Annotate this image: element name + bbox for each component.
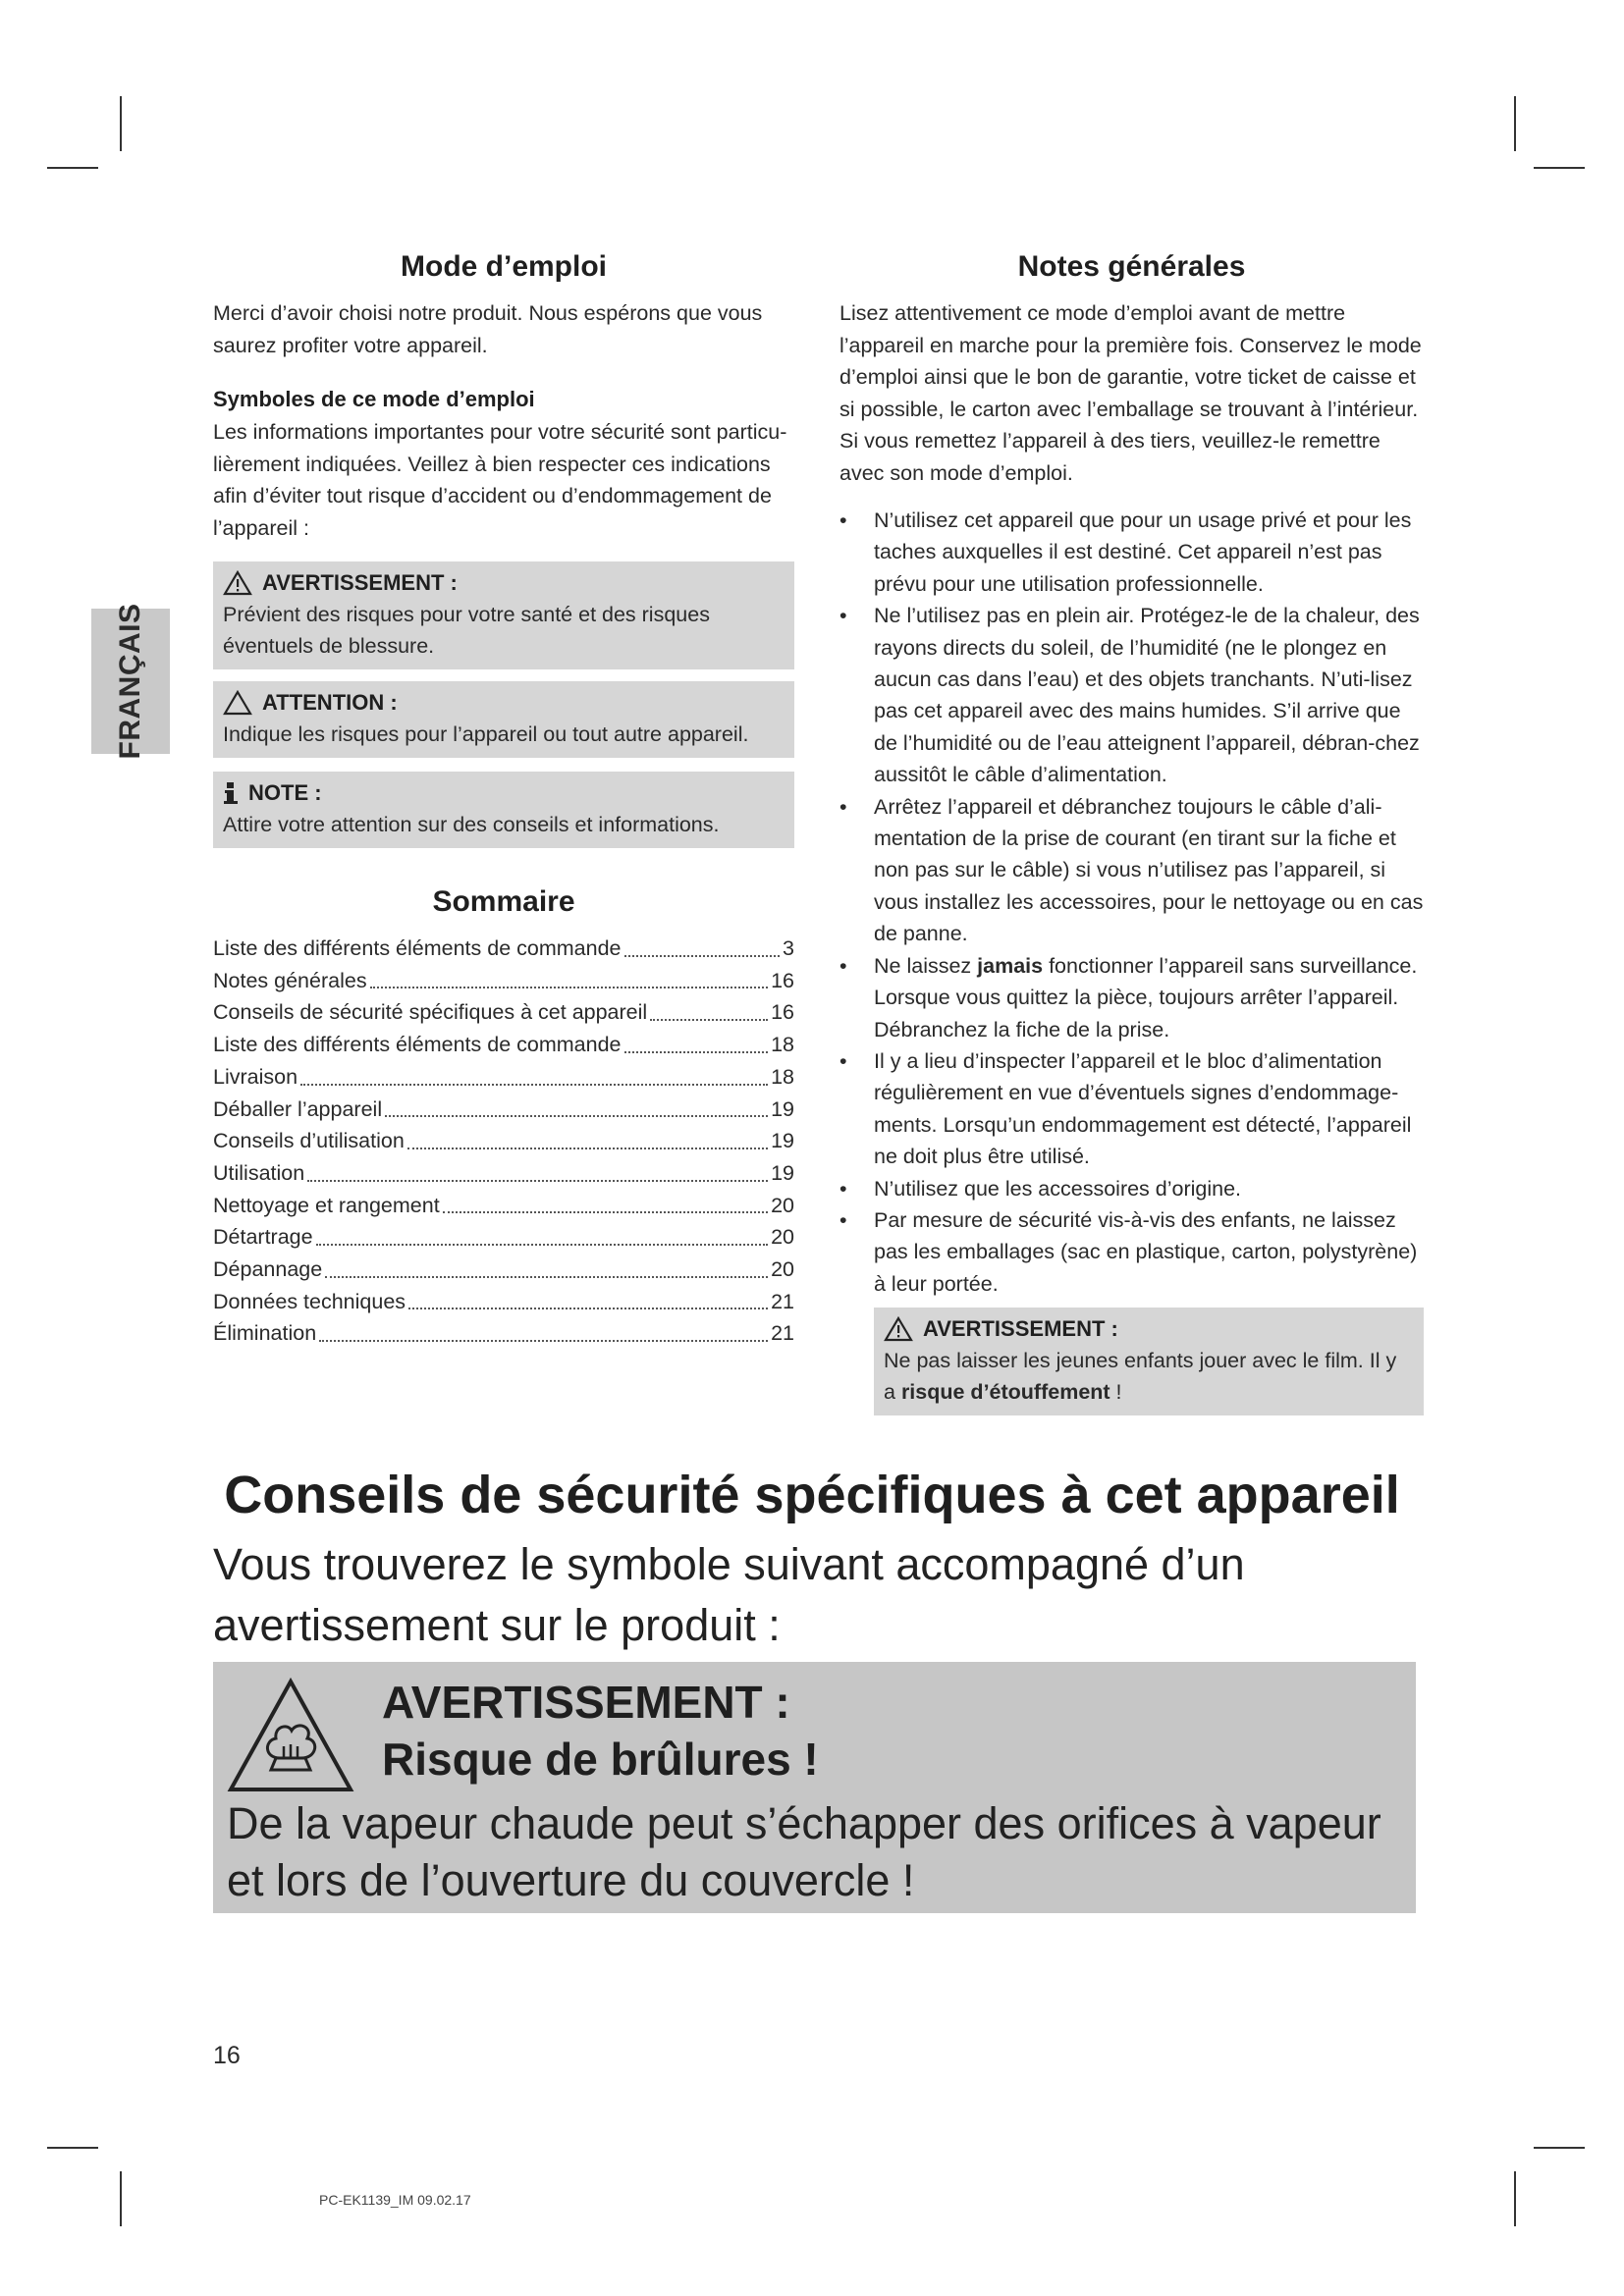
bullet-text: Lorsque vous quittez la pièce, toujours arrêter l’appareil. Débranchez la fiche de la prise. [874, 986, 1399, 1041]
symbols-heading: Symboles de ce mode d’emploi [213, 387, 535, 411]
toc-entry-page: 3 [783, 936, 794, 960]
toc-entry [213, 1157, 794, 1190]
intro-text: Merci d’avoir choisi notre produit. Nous espérons que vous saurez profiter votre appareil. [213, 301, 763, 357]
bullet-text: Ne laissez [874, 953, 978, 978]
crop-mark [1534, 167, 1585, 169]
language-tab [91, 603, 170, 760]
toc-entry-label: Notes générales [213, 968, 367, 992]
toc-entry [213, 1254, 794, 1286]
toc-entry [213, 1094, 794, 1126]
film-warning-text [884, 1345, 1414, 1408]
toc-entry [213, 1317, 794, 1350]
bullet-text: fonctionner l’appareil sans surveillance. [1043, 953, 1418, 978]
toc-leader-dots [385, 1094, 768, 1118]
list-item [839, 950, 1424, 1045]
toc-entry-label: Conseils d’utilisation [213, 1129, 405, 1153]
symbols-text: Les informations importantes pour votre sécurité sont particu-lièrement indiquées. Veillez à bien respecter ces indications afin d’éviter tout risque d’accident ou d’endommagement de l’appareil : [213, 420, 787, 540]
list-item: • Ne l’utilisez pas en plein air. Protégez-le de la chaleur, des rayons directs du soleil, de l’humidité (ne le plongez en aucun cas dans l’eau) et des objets tranchants. N’uti-lisez pas cet appareil avec des mains humides. S’il arrive que de l’humidité ou de l’eau atteignent l’appareil, débran-chez aussitôt le câble d’alimentation. [839, 600, 1424, 790]
toc-leader-dots [624, 933, 781, 957]
toc-leader-dots [407, 1125, 768, 1149]
toc-entry-page: 20 [771, 1193, 794, 1217]
toc-entry [213, 1029, 794, 1061]
attention-box [213, 681, 794, 758]
crop-mark [1514, 2171, 1516, 2226]
film-warning-text-part: ! [1110, 1380, 1122, 1405]
toc-entry-page: 21 [771, 1289, 794, 1313]
footer-code: PC-EK1139_IM 09.02.17 [319, 2192, 471, 2208]
toc-entry-label: Utilisation [213, 1160, 305, 1185]
toc-entry-label: Liste des différents éléments de commande [213, 936, 622, 960]
toc-leader-dots [300, 1061, 768, 1086]
toc-leader-dots [624, 1029, 769, 1053]
toc-entry [213, 1221, 794, 1254]
toc-entry-page: 20 [771, 1257, 794, 1282]
burn-warning-subtitle: Risque de brûlures ! [382, 1734, 819, 1785]
toc-entry-label: Détartrage [213, 1225, 313, 1250]
film-warning-box [874, 1308, 1424, 1415]
list-item: • N’utilisez que les accessoires d’origine. [839, 1173, 1424, 1204]
attention-triangle-icon [223, 690, 252, 716]
warning-text: Prévient des risques pour votre santé et des risques éventuels de blessure. [223, 603, 710, 658]
burn-warning-head [382, 1674, 819, 1788]
toc-entry [213, 965, 794, 997]
toc-leader-dots [408, 1286, 768, 1310]
film-warning-bold: risque d’étouffement [900, 1380, 1110, 1405]
page-number: 16 [213, 2042, 241, 2069]
toc-entry [213, 1061, 794, 1094]
burn-warning-title: AVERTISSEMENT : [382, 1677, 790, 1728]
list-item: • Il y a lieu d’inspecter l’appareil et le bloc d’alimentation régulièrement en vue d’éventuels signes d’endommage-ments. Lorsqu’un endommagement est détecté, l’appareil ne doit plus être utilisé. [839, 1045, 1424, 1173]
toc-leader-dots [325, 1254, 768, 1278]
toc-entry-label: Nettoyage et rangement [213, 1193, 440, 1217]
burn-warning-text: De la vapeur chaude peut s’échapper des orifices à vapeur et lors de l’ouverture du couvercle ! [227, 1798, 1381, 1905]
toc-entry-page: 19 [771, 1160, 794, 1185]
crop-mark [120, 2171, 122, 2226]
toc-leader-dots [443, 1190, 768, 1214]
right-column [839, 250, 1424, 1415]
crop-mark [47, 167, 98, 169]
toc-entry-label: Dépannage [213, 1257, 323, 1282]
film-warning-text-part: Ne pas laisser les jeunes enfants jouer avec le film. Il y a [884, 1349, 1397, 1405]
toc-leader-dots [307, 1157, 768, 1182]
notes-generales-title: Notes générales [1017, 250, 1246, 283]
toc-entry-page: 16 [771, 1000, 794, 1025]
crop-mark [47, 2147, 98, 2149]
language-label: FRANÇAIS [114, 603, 146, 760]
toc-entry [213, 1125, 794, 1157]
toc-entry-page: 21 [771, 1321, 794, 1346]
crop-mark [1534, 2147, 1585, 2149]
toc-entry-page: 20 [771, 1225, 794, 1250]
note-title: NOTE : [248, 780, 322, 805]
crop-mark [1514, 96, 1516, 151]
warning-triangle-icon [884, 1316, 913, 1342]
toc-entry-label: Élimination [213, 1321, 317, 1346]
list-item: • Par mesure de sécurité vis-à-vis des enfants, ne laissez pas les emballages (sac en plastique, carton, polystyrène) à leur portée. [839, 1204, 1424, 1300]
notes-list [839, 505, 1424, 1300]
toc-entry [213, 996, 794, 1029]
crop-mark [120, 96, 122, 151]
list-item: • Arrêtez l’appareil et débranchez toujours le câble d’ali-mentation de la prise de courant (en tirant sur la fiche et non pas sur le câble) si vous n’utilisez pas l’appareil, si vous installez les accessoires, pour le nettoyage ou en cas de panne. [839, 791, 1424, 950]
toc-entry-page: 18 [771, 1033, 794, 1057]
sommaire-title: Sommaire [432, 885, 575, 918]
toc-entry [213, 933, 794, 965]
hot-steam-warning-icon [225, 1676, 356, 1795]
safety-title: Conseils de sécurité spécifiques à cet appareil [224, 1466, 1400, 1524]
toc-entry-label: Liste des différents éléments de commande [213, 1033, 622, 1057]
safety-intro: Vous trouverez le symbole suivant accompagné d’un avertissement sur le produit : [213, 1539, 1245, 1650]
attention-text: Indique les risques pour l’appareil ou tout autre appareil. [223, 722, 749, 746]
toc-entry [213, 1286, 794, 1318]
toc-entry-page: 19 [771, 1129, 794, 1153]
toc-entry [213, 1190, 794, 1222]
toc-entry-label: Déballer l’appareil [213, 1096, 383, 1121]
toc-entry-label: Données techniques [213, 1289, 406, 1313]
toc-entry-label: Livraison [213, 1064, 298, 1089]
note-text: Attire votre attention sur des conseils et informations. [223, 813, 720, 836]
warning-triangle-icon [223, 570, 252, 596]
toc-entry-page: 16 [771, 968, 794, 992]
toc-leader-dots [319, 1317, 768, 1342]
attention-title: ATTENTION : [262, 690, 398, 715]
notes-intro: Lisez attentivement ce mode d’emploi avant de mettre l’appareil en marche pour la première fois. Conservez le mode d’emploi ainsi que le bon de garantie, votre ticket de caisse et si possible, le carton avec l’emballage se trouvant à l’intérieur. Si vous remettez l’appareil à des tiers, veuillez-le remettre avec son mode d’emploi. [839, 301, 1422, 485]
note-box [213, 772, 794, 848]
table-of-contents [213, 933, 794, 1350]
toc-entry-page: 18 [771, 1064, 794, 1089]
info-icon [223, 780, 239, 806]
list-item: • N’utilisez cet appareil que pour un usage privé et pour les taches auxquelles il est destiné. Cet appareil n’est pas prévu pour une utilisation professionnelle. [839, 505, 1424, 600]
mode-emploi-title: Mode d’emploi [401, 250, 607, 283]
burn-warning-box [213, 1662, 1416, 1913]
warning-box [213, 561, 794, 669]
toc-leader-dots [316, 1221, 768, 1246]
bullet-bold: jamais [977, 953, 1044, 978]
toc-entry-label: Conseils de sécurité spécifiques à cet appareil [213, 1000, 648, 1025]
left-column [213, 250, 794, 1350]
toc-leader-dots [370, 965, 769, 989]
toc-leader-dots [650, 996, 768, 1021]
film-warning-title: AVERTISSEMENT : [923, 1316, 1118, 1342]
toc-entry-page: 19 [771, 1096, 794, 1121]
warning-title: AVERTISSEMENT : [262, 570, 458, 595]
